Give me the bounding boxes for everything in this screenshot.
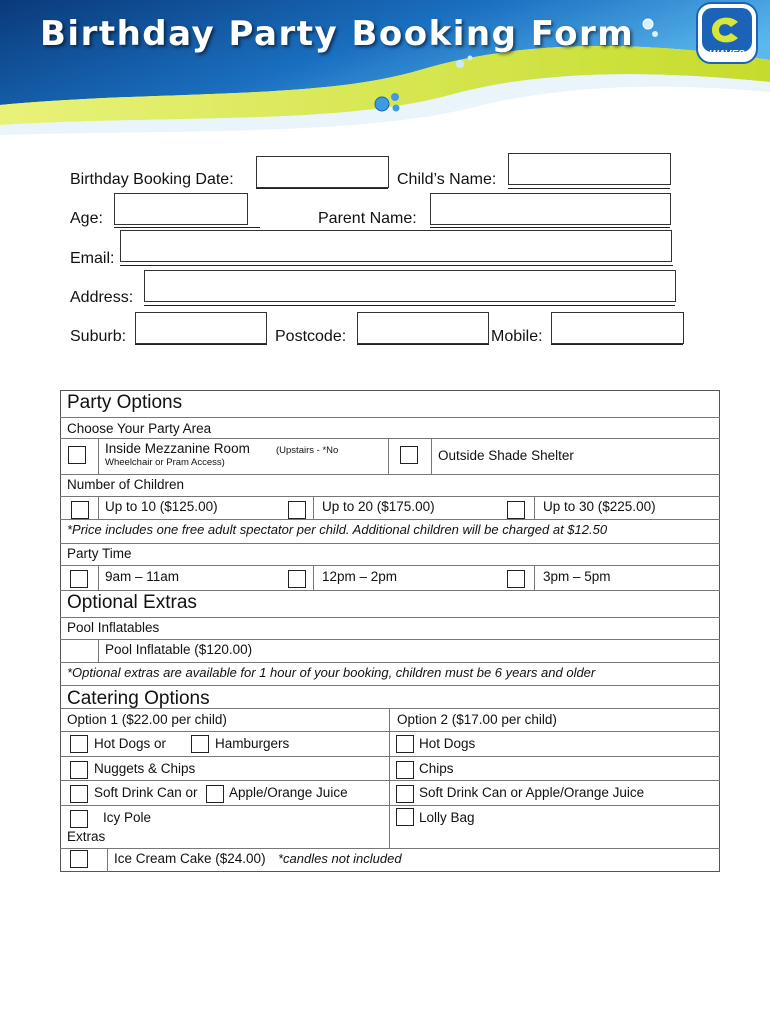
divider xyxy=(60,617,720,618)
catering-extras-label: Extras xyxy=(67,829,106,844)
nuggets-checkbox[interactable] xyxy=(70,761,88,779)
child-name-underline xyxy=(508,188,670,189)
divider xyxy=(107,848,108,872)
time-3pm-checkbox[interactable] xyxy=(507,570,525,588)
ice-cream-cake-note: *candles not included xyxy=(278,851,402,866)
divider xyxy=(60,662,720,663)
divider xyxy=(60,565,720,566)
suburb-underline xyxy=(135,344,267,345)
inside-mezzanine-checkbox[interactable] xyxy=(68,446,86,464)
ice-cream-cake-checkbox[interactable] xyxy=(70,850,88,868)
hot-dogs-label: Hot Dogs or xyxy=(94,736,167,751)
icy-pole-label: Icy Pole xyxy=(103,810,152,825)
divider xyxy=(98,639,99,662)
suburb-label: Suburb: xyxy=(70,328,127,345)
party-options-heading: Party Options xyxy=(67,392,183,413)
email-label: Email: xyxy=(70,250,115,267)
children-label: Number of Children xyxy=(67,477,185,492)
up-to-30-label: Up to 30 ($225.00) xyxy=(543,499,656,514)
ice-cream-cake-label: Ice Cream Cake ($24.00) xyxy=(114,851,266,866)
hamburgers-label: Hamburgers xyxy=(215,736,290,751)
up-to-10-checkbox[interactable] xyxy=(71,501,89,519)
divider xyxy=(60,685,720,686)
divider xyxy=(98,496,99,519)
postcode-underline xyxy=(357,344,489,345)
catering-heading: Catering Options xyxy=(67,688,210,709)
divider xyxy=(534,565,535,590)
optional-extras-heading: Optional Extras xyxy=(67,592,197,613)
up-to-30-checkbox[interactable] xyxy=(507,501,525,519)
divider xyxy=(60,780,720,781)
divider xyxy=(388,438,389,474)
time-12pm-label: 12pm – 2pm xyxy=(322,569,398,584)
inside-mezzanine-note-2: Wheelchair or Pram Access) xyxy=(105,457,225,468)
divider xyxy=(60,417,720,418)
mobile-label: Mobile: xyxy=(491,328,543,345)
mobile-field[interactable] xyxy=(551,312,684,344)
divider xyxy=(431,438,432,474)
divider xyxy=(313,565,314,590)
opt2-drink-checkbox[interactable] xyxy=(396,785,414,803)
lolly-bag-label: Lolly Bag xyxy=(419,810,475,825)
opt2-hot-dogs-checkbox[interactable] xyxy=(396,735,414,753)
divider xyxy=(60,805,720,806)
postcode-label: Postcode: xyxy=(275,328,347,345)
parent-name-field[interactable] xyxy=(430,193,671,225)
address-label: Address: xyxy=(70,289,134,306)
time-12pm-checkbox[interactable] xyxy=(288,570,306,588)
inside-mezzanine-label: Inside Mezzanine Room xyxy=(105,441,250,456)
divider xyxy=(60,731,720,732)
time-3pm-label: 3pm – 5pm xyxy=(543,569,611,584)
outside-shelter-label: Outside Shade Shelter xyxy=(438,448,574,463)
chips-checkbox[interactable] xyxy=(396,761,414,779)
pool-inflatables-label: Pool Inflatables xyxy=(67,620,160,635)
up-to-10-label: Up to 10 ($125.00) xyxy=(105,499,218,514)
parent-name-label: Parent Name: xyxy=(318,210,417,227)
divider xyxy=(60,590,720,591)
divider xyxy=(60,496,720,497)
age-field[interactable] xyxy=(114,193,248,225)
time-9am-checkbox[interactable] xyxy=(70,570,88,588)
divider xyxy=(60,848,720,849)
divider xyxy=(60,756,720,757)
lolly-bag-checkbox[interactable] xyxy=(396,808,414,826)
booking-date-field[interactable] xyxy=(256,156,389,188)
divider xyxy=(534,496,535,519)
email-field[interactable] xyxy=(120,230,672,262)
inside-mezzanine-note: (Upstairs - *No xyxy=(276,445,339,456)
chips-label: Chips xyxy=(419,761,454,776)
outside-shelter-checkbox[interactable] xyxy=(400,446,418,464)
booking-date-label: Birthday Booking Date: xyxy=(70,171,234,188)
divider xyxy=(389,708,390,848)
child-name-label: Child’s Name: xyxy=(397,171,497,188)
children-price-note: *Price includes one free adult spectator per child. Additional children will be charged at $12.50 xyxy=(67,522,608,537)
mobile-underline xyxy=(551,344,683,345)
soft-drink-label: Soft Drink Can or xyxy=(94,785,198,800)
divider xyxy=(60,519,720,520)
icy-pole-checkbox[interactable] xyxy=(70,810,88,828)
time-9am-label: 9am – 11am xyxy=(105,569,180,584)
page-title: Birthday Party Booking Form xyxy=(40,14,635,54)
up-to-20-label: Up to 20 ($175.00) xyxy=(322,499,435,514)
logo-text: WAVES xyxy=(709,49,745,60)
divider xyxy=(60,543,720,544)
catering-option1-label: Option 1 ($22.00 per child) xyxy=(67,712,227,727)
booking-date-underline xyxy=(256,188,388,189)
opt2-drink-label: Soft Drink Can or Apple/Orange Juice xyxy=(419,785,645,800)
soft-drink-checkbox[interactable] xyxy=(70,785,88,803)
email-underline xyxy=(120,265,673,266)
divider xyxy=(98,565,99,590)
opt2-hot-dogs-label: Hot Dogs xyxy=(419,736,476,751)
divider xyxy=(60,474,720,475)
nuggets-label: Nuggets & Chips xyxy=(94,761,196,776)
address-underline xyxy=(144,305,675,306)
child-name-field[interactable] xyxy=(508,153,671,185)
pool-inflatable-option[interactable]: Pool Inflatable ($120.00) xyxy=(105,642,253,657)
party-time-label: Party Time xyxy=(67,546,132,561)
up-to-20-checkbox[interactable] xyxy=(288,501,306,519)
divider xyxy=(60,438,720,439)
divider xyxy=(313,496,314,519)
age-label: Age: xyxy=(70,210,103,227)
parent-name-underline xyxy=(430,227,670,228)
address-field[interactable] xyxy=(144,270,676,302)
extras-note: *Optional extras are available for 1 hour of your booking, children must be 6 years and older xyxy=(67,665,596,680)
juice-label: Apple/Orange Juice xyxy=(229,785,348,800)
party-area-label: Choose Your Party Area xyxy=(67,421,212,436)
divider xyxy=(60,639,720,640)
suburb-field[interactable] xyxy=(135,312,267,344)
catering-option2-label: Option 2 ($17.00 per child) xyxy=(397,712,557,727)
juice-checkbox[interactable] xyxy=(206,785,224,803)
age-underline xyxy=(114,227,260,228)
divider xyxy=(98,438,99,474)
hamburgers-checkbox[interactable] xyxy=(191,735,209,753)
postcode-field[interactable] xyxy=(357,312,489,344)
hot-dogs-checkbox[interactable] xyxy=(70,735,88,753)
